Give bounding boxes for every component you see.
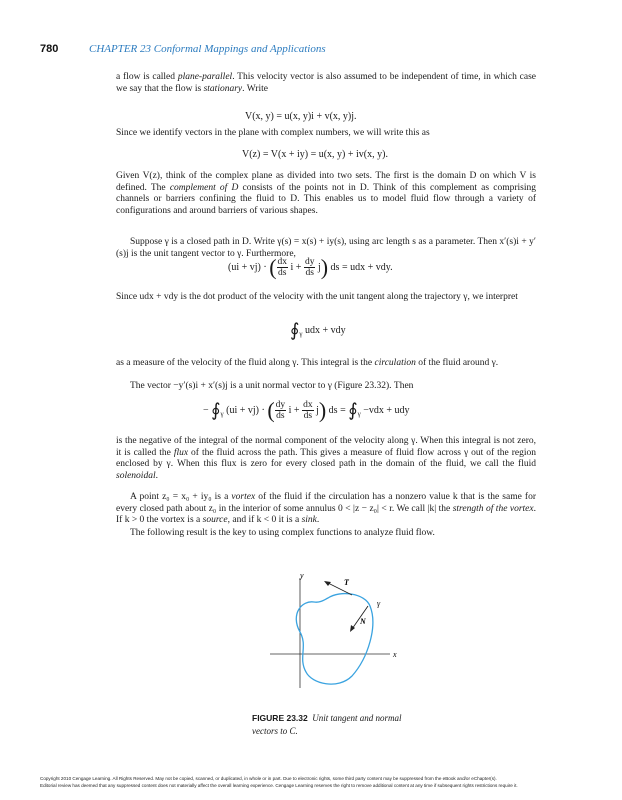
- page-header: [40, 38, 600, 60]
- caption-text: Unit tangent and normal vectors to C.: [252, 713, 402, 736]
- tangent-label: T: [344, 578, 349, 587]
- paragraph-5: Since udx + vdy is the dot product of the velocity with the unit tangent along the trajectory γ, we interpret: [116, 292, 518, 302]
- figure-caption: [252, 712, 422, 738]
- equation-circulation: $∮_\gamma$ udx + vdy: [290, 320, 346, 340]
- gamma-curve: [296, 594, 373, 685]
- paragraph-10: The following result is the key to using complex functions to analyze fluid flow.: [130, 528, 435, 538]
- paragraph-6: as a measure of the velocity of the fluid along γ. This integral is the circulation of the fluid around γ.: [116, 358, 499, 368]
- gamma-label: γ: [377, 599, 381, 608]
- paragraph-2: Since we identify vectors in the plane with complex numbers, we will write this as: [116, 128, 430, 138]
- paragraph-7: The vector −y′(s)i + x′(s)j is a unit normal vector to γ (Figure 23.32). Then: [130, 381, 414, 391]
- y-axis-label: y: [300, 571, 304, 580]
- paragraph-9: A point z₀ = x₀ + iy₀ is a vortex of the fluid if the circulation has a nonzero value k that is the same for every closed path about z₀ in the interior of some annulus 0 < |z − z₀| < r. We call |k| the strength of the vortex. If k > 0 the vortex is a source, and if k < 0 it is a sink.: [116, 492, 536, 526]
- equation-flux: − $∮_\gamma$ (ui + vj) · ( $\frac{dy}{ds}$ i + $\frac{dx}{ds}$ j) ds = $∮_\gamma -vdx$ + udy: [203, 397, 410, 423]
- equation-complex-velocity: V(z) = V(x + iy) = u(x, y) + iv(x, y).: [242, 149, 388, 160]
- figure-diagram: [240, 568, 420, 708]
- equation-velocity-vector: V(x, y) = u(x, y)i + v(x, y)j.: [245, 111, 357, 122]
- caption-label: FIGURE 23.32: [252, 713, 308, 723]
- figure-23-32: [240, 568, 420, 713]
- equation-tangent: (ui + vj) · ( $\frac{dx}{ds}$ i + $\frac{dy}{ds}$ j) ds = udx + vdy.: [228, 254, 393, 280]
- x-axis-label: x: [393, 650, 397, 659]
- paragraph-1: a flow is called plane-parallel. This velocity vector is also assumed to be independent of time, in which case we say that the flow is stationary. Write: [116, 72, 536, 94]
- paragraph-4: Suppose γ is a closed path in D. Write γ(s) = x(s) + iy(s), using arc length s as a parameter. Then x′(s)i + y′(s)j is the unit tangent vector to γ. Furthermore,: [116, 237, 536, 259]
- chapter-title: CHAPTER 23 Conformal Mappings and Applications: [89, 43, 326, 55]
- copyright-notice: Copyright 2010 Cengage Learning. All Rights Reserved. May not be copied, scanned, or duplicated, in whole or in part. Due to electronic rights, some third party content may be suppressed from the eBook and/or eChapter(s). Editorial review has deemed that any suppressed content does not materially affect the overall learning experience. Cengage Learning reserves the right to remove additional content at any time if subsequent rights restrictions require it.: [40, 776, 518, 788]
- normal-label: N: [360, 617, 366, 626]
- paragraph-8: is the negative of the integral of the normal component of the velocity along γ. When this integral is not zero, it is called the flux of the fluid across the path. This gives a measure of fluid flow across γ out of the region enclosed by γ. When this flux is zero for every closed path in the domain of the fluid, we call the fluid solenoidal.: [116, 436, 536, 481]
- paragraph-3: Given V(z), think of the complex plane as divided into two sets. The first is the domain D on which V is defined. The complement of D consists of the points not in D. Think of this complement as comprising channels or barriers confining the fluid to D. This enables us to model fluid flow through a variety of configurations and around barriers of various shapes.: [116, 171, 536, 216]
- page-number: 780: [40, 43, 59, 55]
